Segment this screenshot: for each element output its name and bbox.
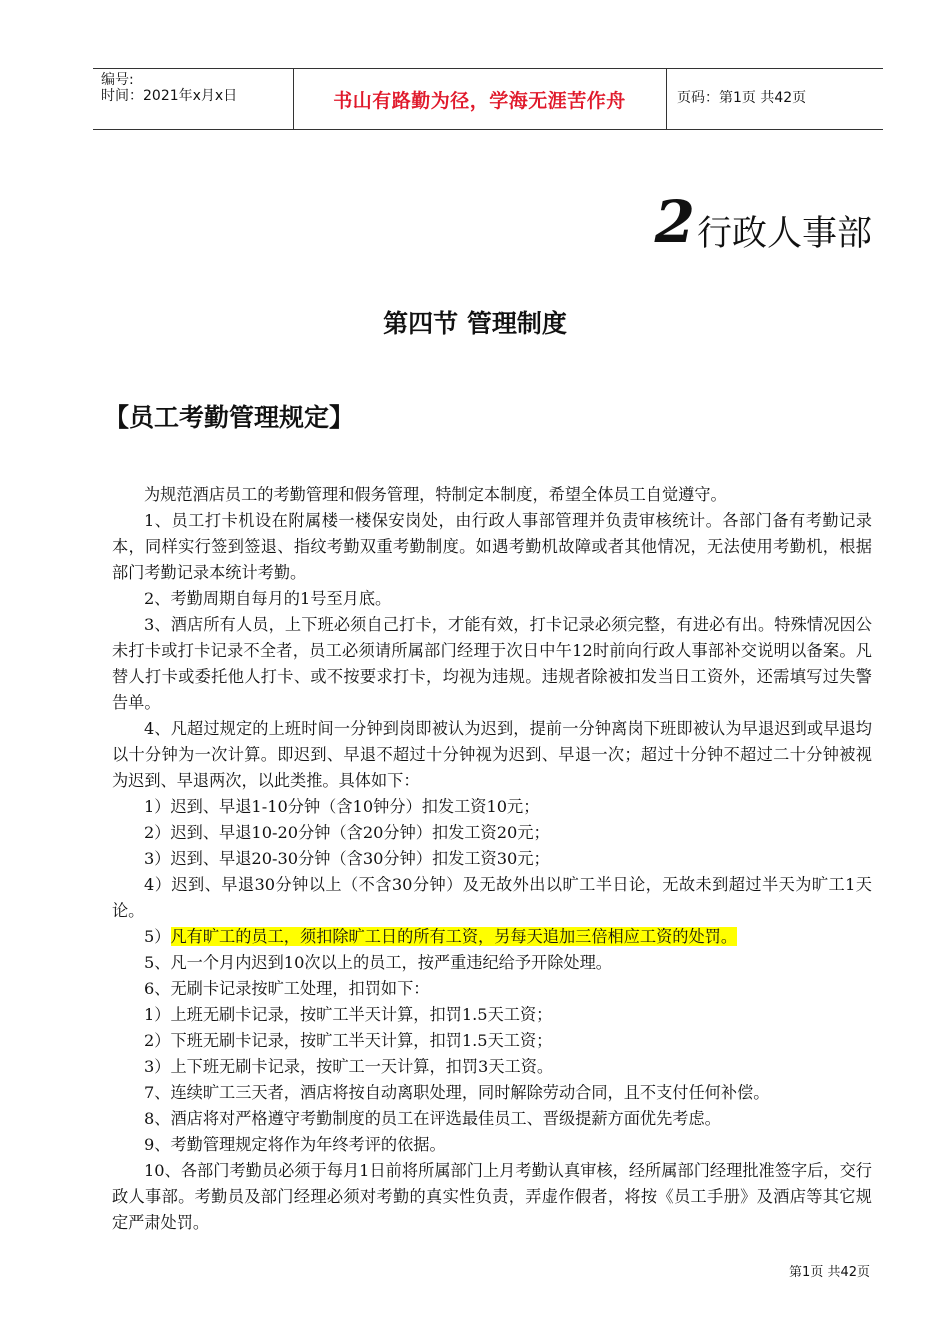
header-page-info: 页码：第1页 共42页 xyxy=(677,90,807,106)
paragraph: 2、考勤周期自每月的1号至月底。 xyxy=(144,589,392,608)
header-meta-cell xyxy=(93,69,294,129)
paragraph: 3）上下班无刷卡记录，按旷工一天计算，扣罚3天工资。 xyxy=(144,1057,554,1076)
paragraph: 6、无刷卡记录按旷工处理，扣罚如下： xyxy=(144,979,430,998)
paragraph: 9、考勤管理规定将作为年终考评的依据。 xyxy=(144,1135,446,1154)
paragraph: 4、凡超过规定的上班时间一分钟到岗即被认为迟到，提前一分钟离岗下班即被认为早退迟到或早退均以十分钟为一次计算。即迟到、早退不超过十分钟视为迟到、早退一次；超过十分钟不超过二十分钟被视为迟到、早退两次，以此类推。具体如下： xyxy=(112,719,872,790)
highlight-prefix: 5） xyxy=(144,927,171,946)
time-label: 时间：2021年x月x日 xyxy=(101,88,238,104)
subsection-title: 【员工考勤管理规定】 xyxy=(104,403,355,432)
paragraph: 2）迟到、早退10-20分钟（含20分钟）扣发工资20元； xyxy=(144,823,550,842)
paragraph: 为规范酒店员工的考勤管理和假务管理，特制定本制度，希望全体员工自觉遵守。 xyxy=(144,485,727,504)
paragraph: 1）迟到、早退1-10分钟（含10钟分）扣发工资10元； xyxy=(144,797,540,816)
paragraph: 8、酒店将对严格遵守考勤制度的员工在评选最佳员工、晋级提薪方面优先考虑。 xyxy=(144,1109,721,1128)
highlighted-paragraph xyxy=(112,924,872,950)
paragraph: 1）上班无刷卡记录，按旷工半天计算，扣罚1.5天工资； xyxy=(144,1005,553,1024)
paragraph: 3、酒店所有人员，上下班必须自己打卡，才能有效，打卡记录必须完整，有进必有出。特殊情况因公未打卡或打卡记录不全者，员工必须请所属部门经理于次日中午12时前向行政人事部补交说明以备案。凡替人打卡或委托他人打卡、或不按要求打卡，均视为违规。违规者除被扣发当日工资外，还需填写过失警告单。 xyxy=(112,615,872,712)
header-page-cell xyxy=(667,69,883,129)
document-body xyxy=(112,482,872,1236)
chapter-heading xyxy=(655,188,872,258)
paragraph: 2）下班无刷卡记录，按旷工半天计算，扣罚1.5天工资； xyxy=(144,1031,553,1050)
section-title: 第四节 管理制度 xyxy=(383,309,567,338)
paragraph: 7、连续旷工三天者，酒店将按自动离职处理，同时解除劳动合同，且不支付任何补偿。 xyxy=(144,1083,770,1102)
paragraph: 10、各部门考勤员必须于每月1日前将所属部门上月考勤认真审核，经所属部门经理批准签字后，交行政人事部。考勤员及部门经理必须对考勤的真实性负责，弄虚作假者，将按《员工手册》及酒店等其它规定严肃处罚。 xyxy=(112,1161,872,1232)
paragraph: 3）迟到、早退20-30分钟（含30分钟）扣发工资30元； xyxy=(144,849,550,868)
paragraph: 4）迟到、早退30分钟以上（不含30分钟）及无故外出以旷工半日论，无故未到超过半天为旷工1天论。 xyxy=(112,875,872,920)
serial-label: 编号: xyxy=(101,72,134,88)
page-footer: 第1页 共42页 xyxy=(789,1265,870,1280)
paragraph: 5、凡一个月内迟到10次以上的员工，按严重违纪给予开除处理。 xyxy=(144,953,612,972)
header-motto-cell xyxy=(293,69,667,129)
page-header xyxy=(93,68,883,130)
chapter-number: 2 xyxy=(654,188,695,256)
header-motto: 书山有路勤为径，学海无涯苦作舟 xyxy=(333,90,626,112)
chapter-title: 行政人事部 xyxy=(696,214,872,254)
highlighted-text: 凡有旷工的员工，须扣除旷工日的所有工资，另每天追加三倍相应工资的处罚。 xyxy=(170,927,738,946)
paragraph: 1、员工打卡机设在附属楼一楼保安岗处，由行政人事部管理并负责审核统计。各部门备有考勤记录本，同样实行签到签退、指纹考勤双重考勤制度。如遇考勤机故障或者其他情况，无法使用考勤机，根据部门考勤记录本统计考勤。 xyxy=(112,511,872,582)
